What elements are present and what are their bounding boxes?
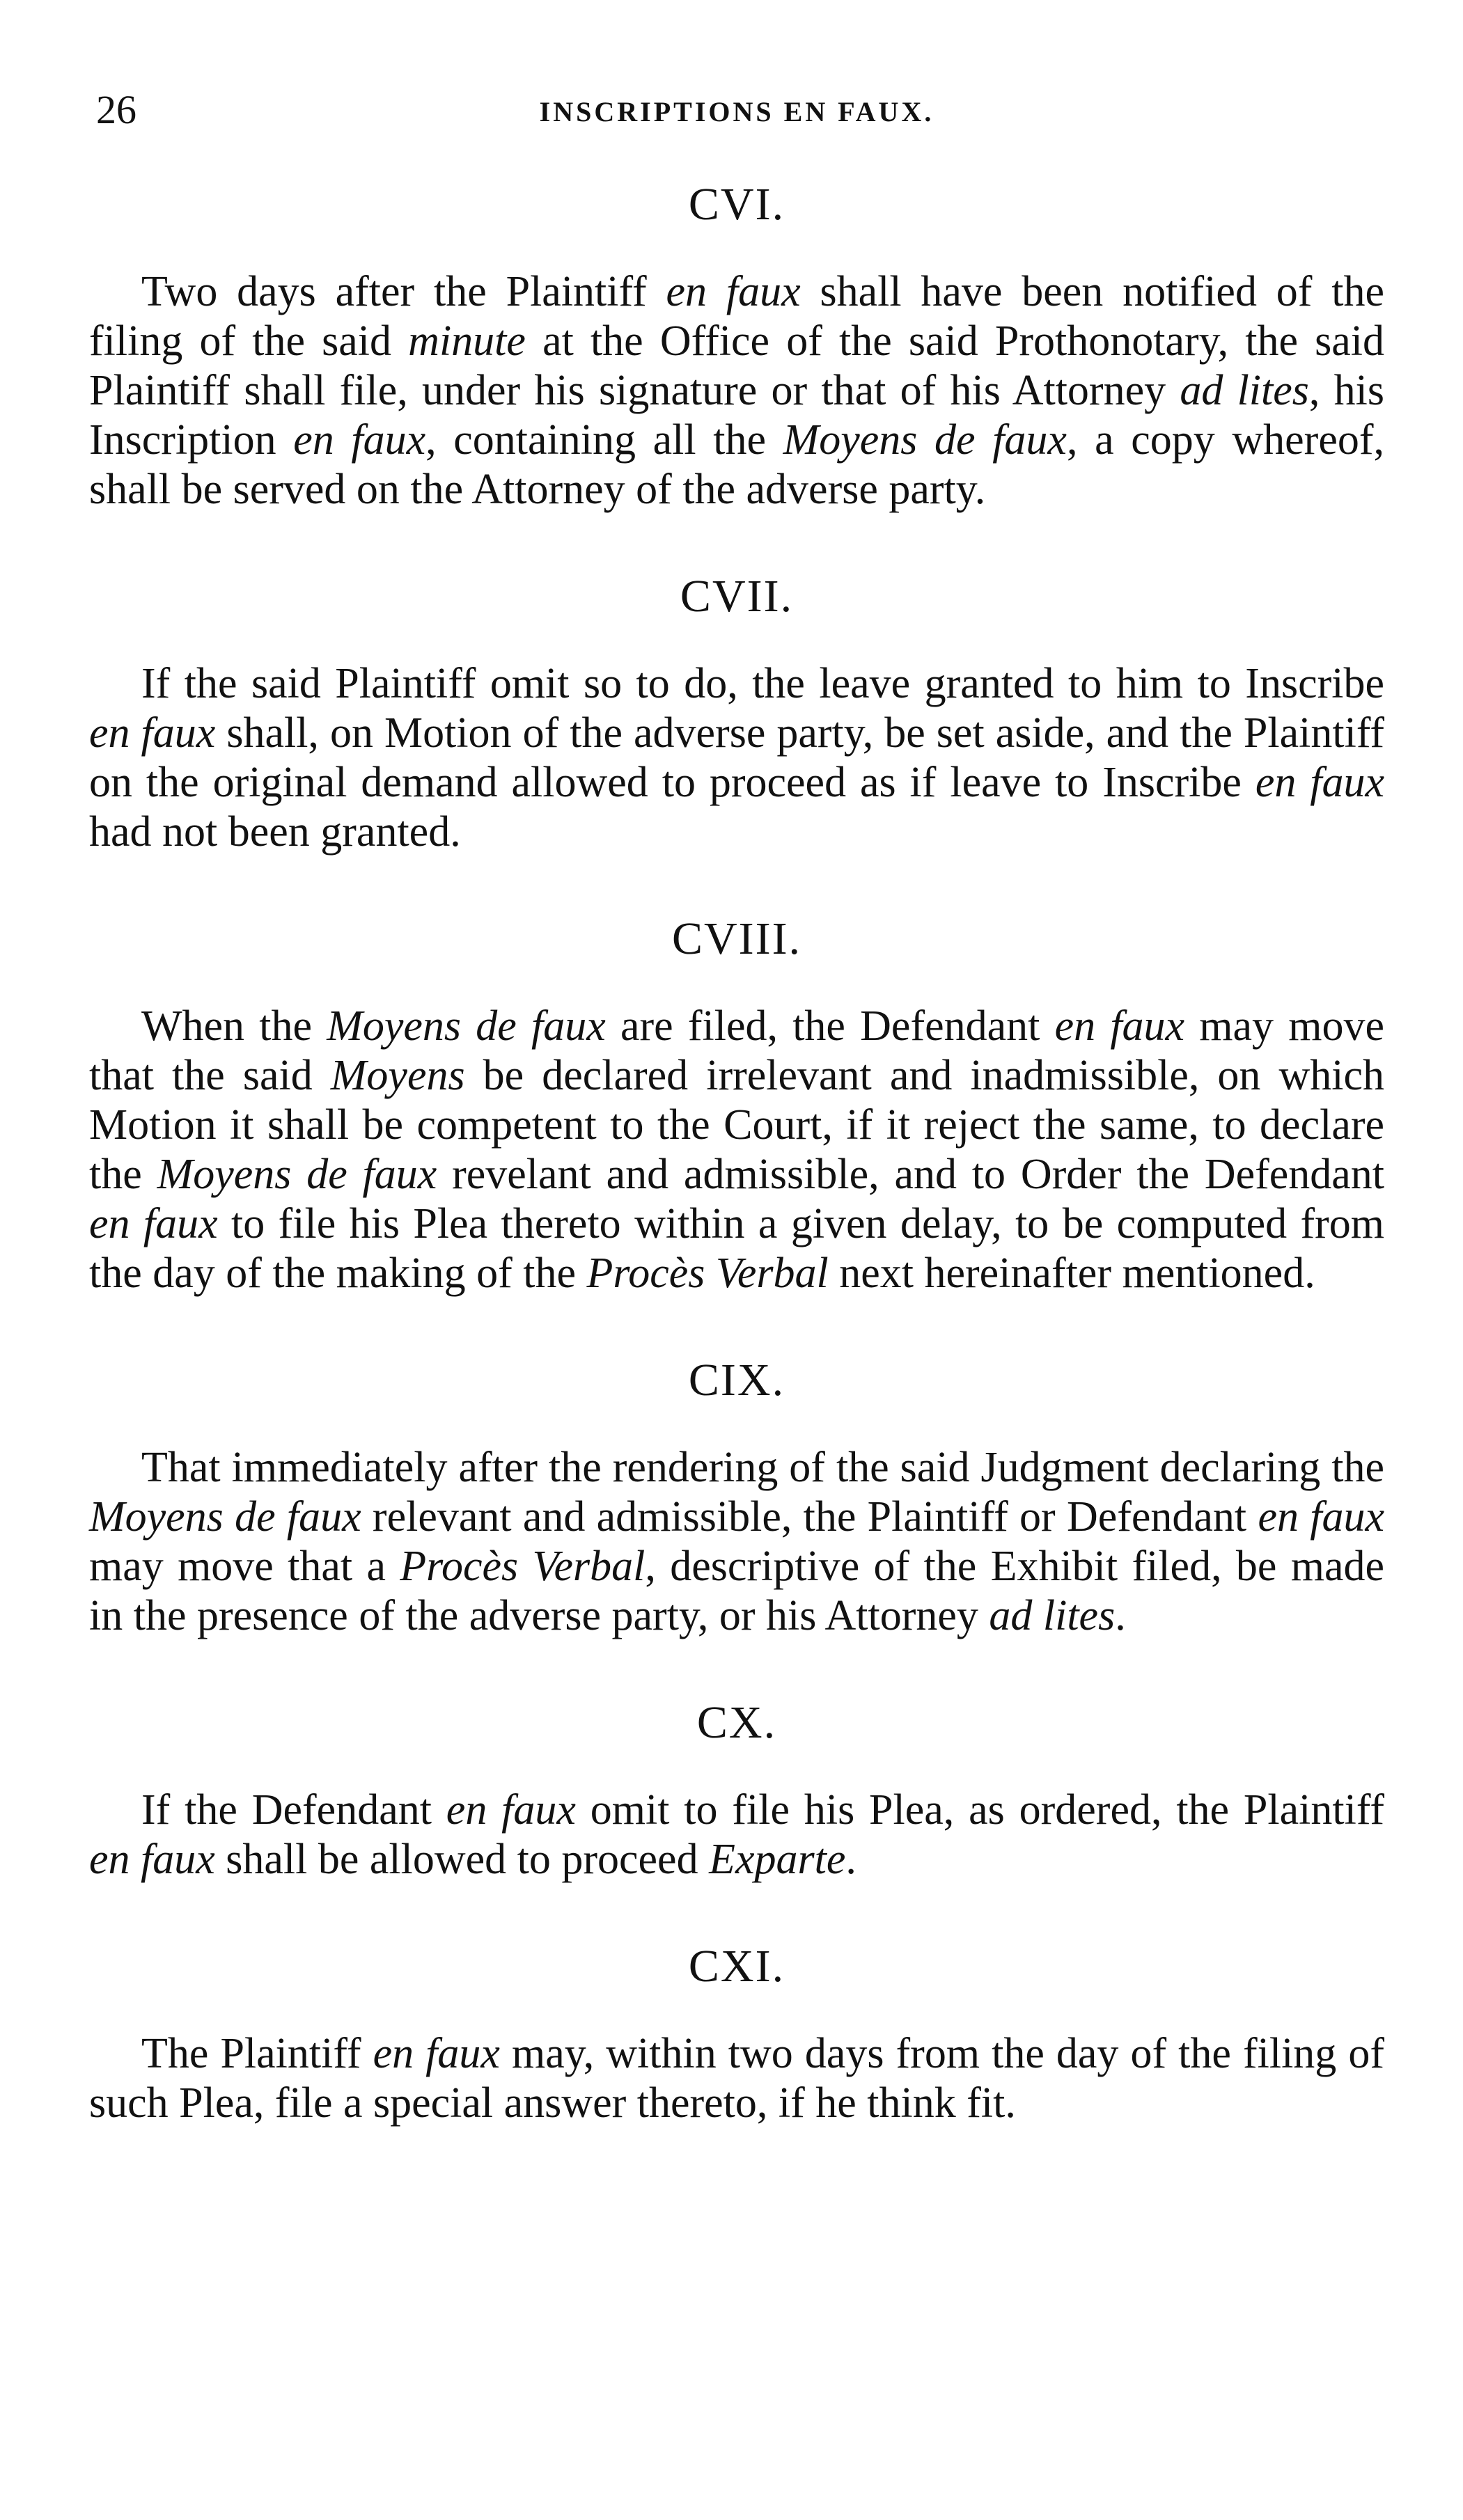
text-run: be declared irrelevant and inadmissible, on which Motion it shall be competent to the Court, if it reject the same, to declare the — [89, 1052, 1384, 1198]
running-title: INSCRIPTIONS EN FAUX. — [539, 96, 934, 127]
italic-text-run: en faux — [1255, 759, 1384, 806]
text-run: shall have been notified of the filing of the said — [89, 268, 1385, 365]
italic-text-run: ad lites — [1180, 367, 1309, 414]
italic-text-run: ad lites — [989, 1592, 1116, 1639]
text-run: at the Office of the said Prothonotary, the said Plaintiff shall file, under his signature or that of his Attorney — [89, 317, 1385, 414]
section-paragraph — [89, 2029, 1384, 2128]
text-run: , his Inscription — [89, 367, 1385, 464]
section-heading: CX. — [696, 1697, 777, 1748]
text-run: Two days after the Plaintiff — [141, 268, 666, 315]
section-cix — [89, 1350, 1384, 1641]
text-run: That immediately after the rendering of the said Judgment declaring the — [141, 1444, 1384, 1491]
page-body — [89, 174, 1384, 2180]
text-run: may, within two days from the day of the filing of such Plea, file a special answer thereto, if he think fit. — [89, 2030, 1385, 2127]
section-heading: CXI. — [688, 1941, 785, 1992]
italic-text-run: Moyens de faux — [89, 1493, 361, 1541]
section-heading: CVI. — [688, 179, 785, 230]
text-run: The Plaintiff — [141, 2030, 373, 2077]
text-run: revelant and admissible, and to Order the Defendant — [437, 1151, 1384, 1198]
text-run: . — [845, 1836, 856, 1883]
italic-text-run: en faux — [1258, 1493, 1384, 1541]
italic-text-run: en faux — [666, 268, 801, 315]
text-run: shall be allowed to proceed — [214, 1836, 710, 1883]
text-run: , a copy whereof, shall be served on the Attorney of the adverse party. — [89, 416, 1384, 513]
section-paragraph — [89, 1002, 1384, 1298]
italic-text-run: Moyens — [330, 1052, 465, 1099]
page-number: 26 — [96, 87, 136, 132]
section-cxi — [89, 1936, 1384, 2128]
italic-text-run: en faux — [446, 1786, 576, 1834]
running-head — [96, 82, 1377, 138]
section-paragraph — [89, 659, 1384, 857]
italic-text-run: en faux — [89, 1836, 215, 1883]
section-cvii — [89, 566, 1384, 857]
text-run: may move that the said — [89, 1002, 1384, 1099]
text-run: omit to file his Plea, as ordered, the Plaintiff — [575, 1786, 1384, 1834]
section-heading: CIX. — [688, 1355, 785, 1405]
section-cx — [89, 1692, 1384, 1884]
text-run: , descriptive of the Exhibit filed, be made in the presence of the adverse party, or his Attorney — [89, 1543, 1385, 1639]
italic-text-run: Exparte — [709, 1836, 846, 1883]
italic-text-run: en faux — [373, 2030, 500, 2077]
italic-text-run: Moyens de faux — [327, 1002, 606, 1050]
text-run: next hereinafter mentioned. — [828, 1250, 1315, 1297]
text-run: , containing all the — [425, 416, 783, 464]
section-heading: CVIII. — [671, 913, 802, 964]
text-run: are filed, the Defendant — [605, 1002, 1055, 1050]
text-run: If the Defendant — [141, 1786, 446, 1834]
italic-text-run: Moyens de faux — [157, 1151, 437, 1198]
italic-text-run: en faux — [1054, 1002, 1185, 1050]
text-run: . — [1115, 1592, 1126, 1639]
section-paragraph — [89, 1786, 1384, 1884]
italic-text-run: en faux — [293, 416, 426, 464]
text-run: to file his Plea thereto within a given delay, to be computed from the day of the making of the — [89, 1200, 1384, 1297]
text-run: relevant and admissible, the Plaintiff or Defendant — [361, 1493, 1258, 1541]
text-run: When the — [141, 1002, 327, 1050]
section-heading: CVII. — [680, 571, 794, 622]
italic-text-run: Procès Verbal — [400, 1543, 646, 1590]
text-run: shall, on Motion of the adverse party, be set aside, and the Plaintiff on the original demand allowed to proceed as if leave to Inscribe — [89, 709, 1384, 806]
text-run: If the said Plaintiff omit so to do, the leave granted to him to Inscribe — [141, 660, 1384, 707]
text-run: had not been granted. — [89, 808, 461, 856]
italic-text-run: en faux — [89, 1200, 218, 1247]
italic-text-run: Moyens de faux — [783, 416, 1067, 464]
section-cvi — [89, 174, 1384, 514]
italic-text-run: en faux — [89, 709, 216, 757]
section-paragraph — [89, 267, 1384, 514]
section-cviii — [89, 908, 1384, 1298]
italic-text-run: minute — [408, 317, 526, 365]
section-paragraph — [89, 1443, 1384, 1641]
italic-text-run: Procès Verbal — [586, 1250, 829, 1297]
text-run: may move that a — [89, 1543, 400, 1590]
